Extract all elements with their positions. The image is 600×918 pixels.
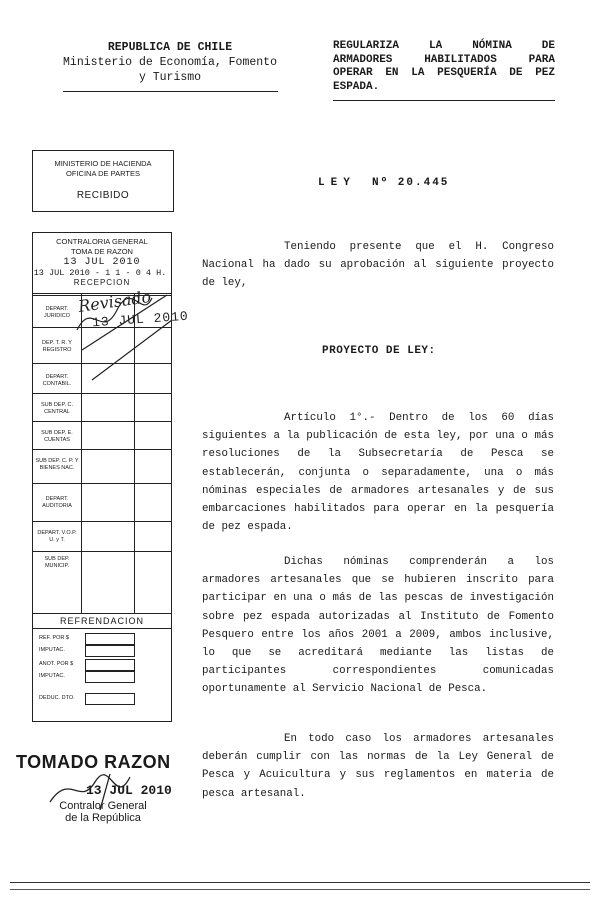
law-number: Nº 20.445: [372, 177, 450, 189]
intro-rest: Nacional ha dado su aprobación al siguiente proyecto de ley,: [202, 259, 554, 290]
paragraph-2: [202, 553, 554, 699]
form-row-grid: [81, 394, 135, 422]
paragraph-3: [202, 730, 554, 803]
intro-paragraph: [202, 238, 554, 293]
intro-lead: Teniendo presente que el H. Congreso: [284, 241, 554, 253]
form-row: [33, 449, 171, 484]
subject-line-2: ARMADORES HABILITADOS PARA: [333, 53, 555, 66]
tomado-date: 13 JUL 2010: [86, 783, 172, 798]
tomado-signature-scribble: [40, 772, 160, 812]
article-rest: siguientes a la publicación de esta ley, por una o más resoluciones de la Subsecretaría de Pesca se establecerán, conjunta o separadamente, una o más nóminas especiales de armadores artesanales y de sus embarcaciones habilitados para operar en la pesquería de pez espada.: [202, 430, 554, 534]
form-row-grid: [81, 552, 135, 614]
subject-line-1: REGULARIZA LA NÓMINA DE: [333, 40, 555, 52]
form-row-grid: [81, 484, 135, 522]
refr-line: IMPUTAC.: [39, 673, 65, 679]
article-lead: Artículo 1°.- Dentro de los 60 días: [284, 412, 554, 424]
ministry-line-1: Ministerio de Economía, Fomento: [63, 56, 277, 69]
refr-box: [85, 659, 135, 671]
handwritten-date-stamp: 13 JUL 2010: [91, 308, 190, 331]
form-row: [33, 551, 171, 614]
subject-line-4: ESPADA.: [333, 80, 380, 93]
refr-line: ANOT. POR $: [39, 661, 74, 667]
page-footer-rule: [10, 882, 590, 890]
refr-box: [85, 645, 135, 657]
refr-box: [85, 671, 135, 683]
refr-box: [85, 633, 135, 645]
article-1: [202, 409, 554, 536]
form-row-label: SUB DEP. C. CENTRAL: [41, 402, 73, 415]
refr-line: REF. POR $: [39, 635, 69, 641]
refrendacion-header: REFRENDACION: [33, 613, 171, 629]
hacienda-received-stamp: [32, 150, 174, 212]
subject-line-3: OPERAR EN LA PESQUERÍA DE PEZ: [333, 67, 555, 79]
stamp-ministry: MINISTERIO DE HACIENDA: [54, 159, 152, 168]
handwritten-signature: Revisado: [77, 286, 153, 317]
law-label: LEY: [318, 177, 356, 189]
form-date-stamp: 13 JUL 2010: [63, 257, 141, 268]
form-subtitle: TOMA DE RAZON: [71, 247, 133, 256]
tomado-org-1: Contralor General: [59, 800, 147, 812]
form-row: [33, 521, 171, 552]
form-row-grid: [81, 522, 135, 552]
stamp-office: OFICINA DE PARTES: [66, 169, 140, 178]
form-reception: RECEPCION: [73, 278, 131, 287]
subject-header: [333, 40, 555, 101]
signature-scribble: [72, 290, 182, 390]
form-row: [33, 393, 171, 422]
refr-box: [85, 693, 135, 705]
refr-line: IMPUTAC.: [39, 647, 65, 653]
para2-rest: armadores artesanales que se hubieren inscrito para participar en una o más de las pescas de investigación sobre pez espada autorizadas al Instituto de Fomento Pesquero entre los años 2001 a 2009, ambos inclusive, lo que se acreditará mediante las listas de participantes correspondientes comunicadas oportunamente al Servicio Nacional de Pesca.: [202, 574, 554, 696]
form-row-grid: [81, 422, 135, 450]
ministry-line-2: y Turismo: [138, 71, 202, 84]
form-row-label: DEPART. AUDITORIA: [42, 496, 72, 509]
form-title: CONTRALORIA GENERAL: [56, 237, 148, 246]
form-row: [33, 421, 171, 450]
para3-rest: deberán cumplir con las normas de la Ley General de Pesca y Acuicultura y sus reglamentos en materia de pesca artesanal.: [202, 751, 554, 800]
subject-divider: [333, 100, 555, 101]
form-row-label: SUB DEP. MUNICIP.: [44, 556, 70, 569]
form-row: [33, 483, 171, 522]
refr-line: DEDUC. DTO.: [39, 695, 75, 701]
form-date-stamp-2: 13 JUL 2010 - 1 1 - 0 4 H.: [33, 268, 167, 278]
issuer-header: [40, 40, 300, 92]
form-row-label: DEPART. JURIDICO: [44, 306, 70, 319]
form-row-label: SUB DEP. E. CUENTAS: [41, 430, 73, 443]
header-divider: [63, 91, 278, 92]
form-row-label: DEP. T. R. Y REGISTRO: [42, 340, 72, 353]
form-row-label: SUB DEP. C. P. Y BIENES NAC.: [35, 458, 79, 471]
stamp-received: RECIBIDO: [76, 190, 130, 201]
para3-lead: En todo caso los armadores artesanales: [284, 733, 554, 745]
form-row-grid: [81, 450, 135, 484]
form-header: [33, 237, 171, 296]
para2-lead: Dichas nóminas comprenderán a los: [284, 556, 554, 568]
tomado-org-2: de la República: [65, 812, 141, 824]
form-row-label: DEPART. CONTABIL.: [42, 374, 72, 387]
form-row-label: DEPART. V.O.P. U. y T.: [37, 530, 77, 543]
country-name: REPUBLICA DE CHILE: [107, 41, 233, 54]
project-title: PROYECTO DE LEY:: [322, 345, 436, 357]
tomado-title: TOMADO RAZON: [16, 752, 171, 772]
